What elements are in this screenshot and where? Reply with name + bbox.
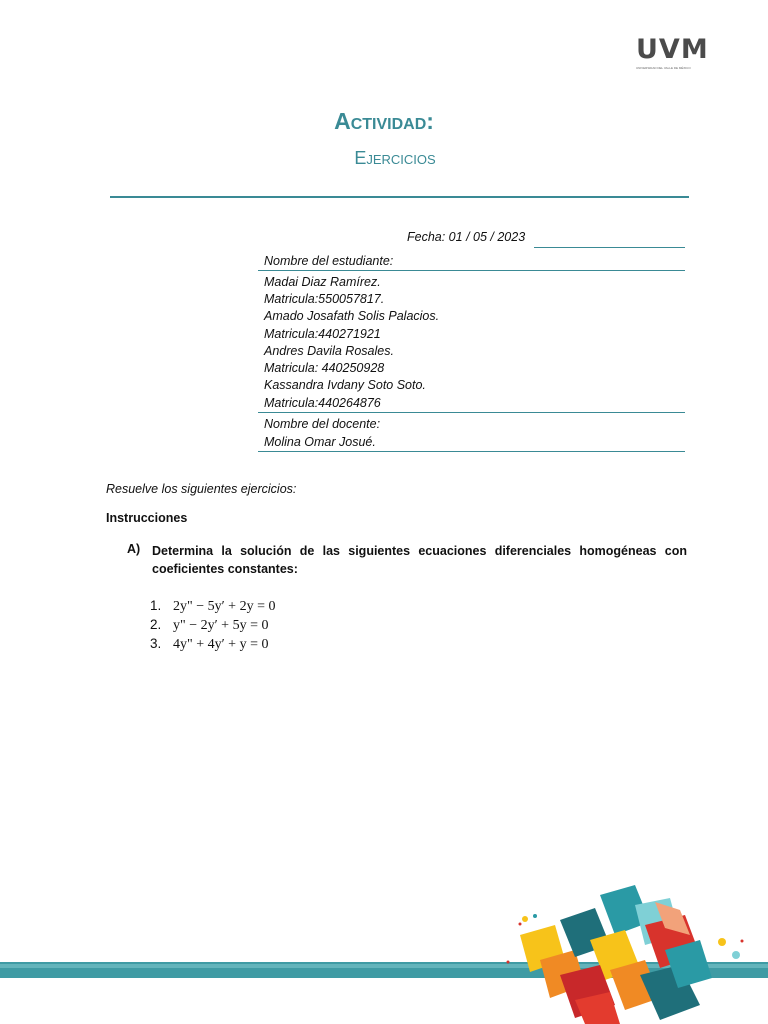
- title-divider: [110, 196, 689, 198]
- footer-decoration: [0, 880, 768, 1024]
- instructions-heading: Instrucciones: [106, 511, 188, 525]
- teacher-divider: [258, 412, 685, 413]
- dot-icon: [741, 940, 744, 943]
- teacher-label: Nombre del docente:: [264, 417, 381, 431]
- dot-icon: [732, 951, 740, 959]
- cube-cluster-icon: [520, 885, 712, 1024]
- logo-tagline: UNIVERSIDAD DEL VALLE DE MÉXICO: [636, 66, 691, 70]
- student-divider: [258, 270, 685, 271]
- student-line: Matricula:440271921: [264, 327, 381, 341]
- dot-icon: [533, 914, 537, 918]
- equation-number: 3.: [150, 636, 162, 651]
- student-label: Nombre del estudiante:: [264, 254, 394, 268]
- question-letter: A): [127, 542, 141, 556]
- logo-text: UVM: [636, 34, 709, 65]
- dot-icon: [718, 938, 726, 946]
- equation-number: 2.: [150, 617, 162, 632]
- student-line: Matricula:440264876: [264, 396, 381, 410]
- student-line: Kassandra Ivdany Soto Soto.: [264, 378, 426, 392]
- uvm-logo: [636, 36, 720, 76]
- equation-item: [150, 598, 275, 615]
- teacher-name: Molina Omar Josué.: [264, 435, 376, 449]
- page-subtitle: Ejercicios: [354, 148, 436, 168]
- equation-item: [150, 617, 268, 634]
- intro-text: Resuelve los siguientes ejercicios:: [106, 482, 297, 496]
- dot-icon: [507, 961, 510, 964]
- equation-text: y" − 2y′ + 5y = 0: [173, 618, 269, 633]
- student-line: Madai Diaz Ramírez.: [264, 275, 381, 289]
- page-title: Actividad:: [334, 108, 434, 134]
- question-text: Determina la solución de las siguientes ecuaciones diferenciales homogéneas con coeficientes constantes:: [152, 544, 687, 576]
- equation-number: 1.: [150, 598, 162, 613]
- student-line: Matricula: 440250928: [264, 361, 385, 375]
- info-bottom-divider: [258, 451, 685, 452]
- date-field: Fecha: 01 / 05 / 2023: [407, 230, 526, 244]
- student-line: Amado Josafath Solis Palacios.: [264, 309, 440, 323]
- equation-text: 2y" − 5y′ + 2y = 0: [173, 599, 276, 614]
- footer-band-highlight: [0, 964, 768, 968]
- dot-icon: [519, 923, 522, 926]
- dot-icon: [522, 916, 528, 922]
- date-underline: [534, 247, 685, 248]
- student-line: Andres Davila Rosales.: [264, 344, 394, 358]
- equation-text: 4y" + 4y′ + y = 0: [173, 637, 269, 652]
- student-line: Matricula:550057817.: [264, 292, 385, 306]
- equation-item: [150, 636, 268, 653]
